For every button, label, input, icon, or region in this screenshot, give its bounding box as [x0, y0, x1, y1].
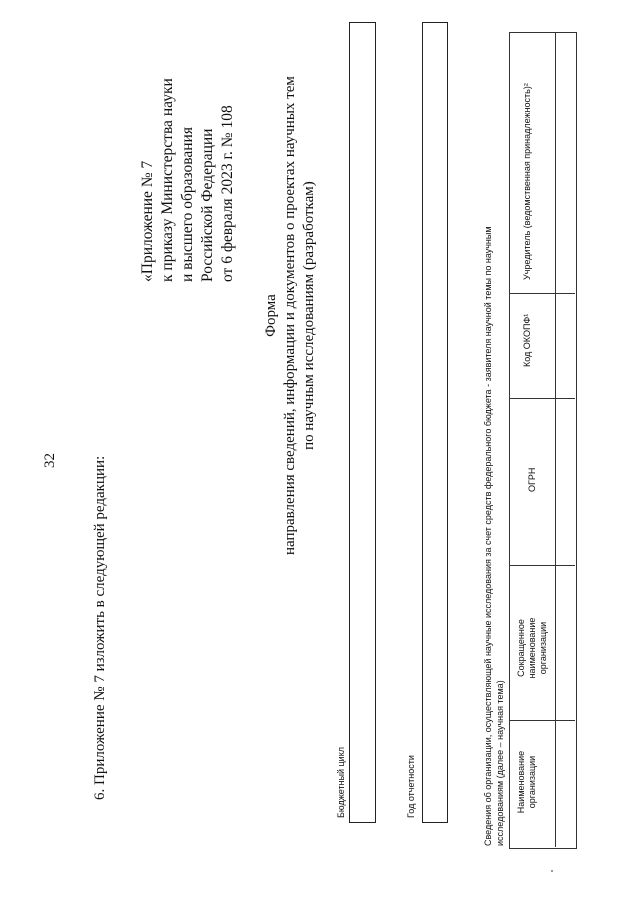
col-divider: [509, 398, 575, 399]
appendix-line-4: Российской Федерации: [199, 128, 216, 282]
col-divider: [509, 293, 575, 294]
reporting-year-field[interactable]: [422, 22, 448, 823]
header-founder: Учредитель (ведомственная принадлежность)²: [522, 83, 532, 280]
form-title: Форма: [263, 294, 279, 337]
appendix-line-3: и высшего образования: [179, 127, 196, 282]
appendix-header: [138, 78, 238, 282]
form-title-line-1: направления сведений, информации и документов о проектах научных тем: [282, 76, 298, 555]
table-frame: [509, 32, 577, 849]
org-info-line-1: Сведения об организации, осуществляющей научные исследования за счет средств федерального бюджета - заявителя научной темы по научным: [483, 226, 493, 846]
header-org-name: Наименование организации: [516, 750, 537, 814]
org-info-line-2: исследованиям (далее – научная тема): [495, 680, 505, 846]
amendment-item-text: 6. Приложение № 7 изложить в следующей редакции:: [92, 455, 108, 800]
row-divider: [555, 32, 556, 847]
header-okopf: Код ОКОПФ¹: [522, 313, 532, 367]
form-title-line-2: по научным исследованиям (разработкам): [301, 181, 317, 450]
col-divider: [509, 565, 575, 566]
col-divider: [509, 720, 575, 721]
header-short-name: Сокращенное наименование организации: [516, 617, 548, 679]
page-number: 32: [42, 453, 58, 468]
header-ogrn: ОГРН: [527, 467, 537, 492]
appendix-line-1: «Приложение № 7: [139, 160, 156, 282]
reporting-year-label: Год отчетности: [406, 755, 416, 818]
scan-speck: [551, 870, 553, 872]
appendix-line-2: к приказу Министерства науки: [159, 78, 176, 282]
form-title-block: [262, 76, 319, 555]
appendix-line-5: от 6 февраля 2023 г. № 108: [219, 105, 236, 282]
budget-cycle-label: Бюджетный цикл: [336, 747, 346, 818]
budget-cycle-field[interactable]: [349, 22, 376, 823]
